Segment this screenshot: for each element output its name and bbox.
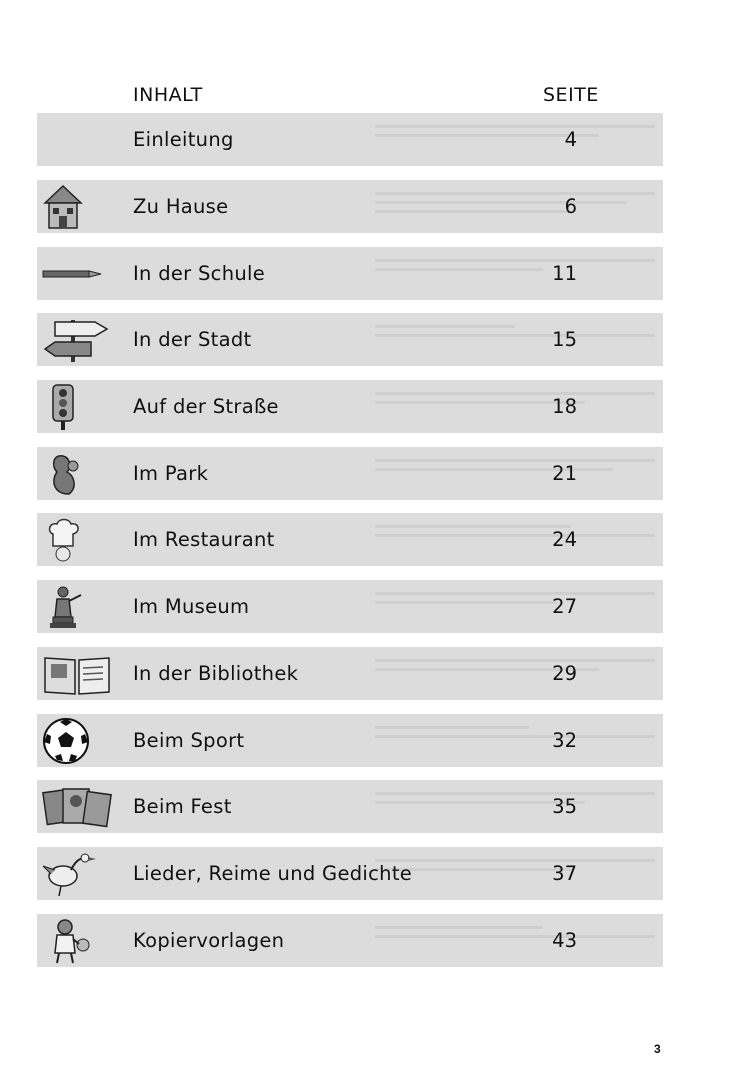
toc-label: Einleitung — [133, 128, 234, 151]
show-through-text — [375, 519, 655, 543]
show-through-text — [375, 920, 655, 944]
statue-icon — [41, 583, 85, 630]
toc-row-auf-der-strasse[interactable] — [37, 380, 663, 433]
book-icon — [41, 650, 113, 697]
traffic-light-icon — [41, 383, 85, 430]
show-through-text — [375, 119, 655, 143]
show-through-text — [375, 253, 655, 277]
toc-row-im-restaurant[interactable] — [37, 513, 663, 566]
show-through-text — [375, 319, 655, 343]
toc-row-einleitung[interactable] — [37, 113, 663, 166]
toc-page: 37 — [552, 862, 577, 885]
monkey-icon — [41, 917, 97, 964]
toc-page: 43 — [552, 929, 577, 952]
show-through-text — [375, 453, 655, 477]
toc-label: In der Bibliothek — [133, 662, 299, 685]
toc-row-beim-fest[interactable] — [37, 780, 663, 833]
toc-row-in-der-schule[interactable] — [37, 247, 663, 300]
toc-page: 6 — [564, 195, 577, 218]
toc-label: Beim Fest — [133, 795, 232, 818]
page-column-heading: SEITE — [543, 84, 599, 106]
toc-label: Beim Sport — [133, 729, 245, 752]
toc-page: 24 — [552, 528, 577, 551]
toc-page: 27 — [552, 595, 577, 618]
show-through-text — [375, 786, 655, 810]
toc-label: Im Park — [133, 462, 209, 485]
toc-page: 4 — [564, 128, 577, 151]
house-icon — [41, 183, 85, 230]
toc-row-in-der-bibliothek[interactable] — [37, 647, 663, 700]
toc-page: 29 — [552, 662, 577, 685]
show-through-text — [375, 386, 655, 410]
signpost-icon — [41, 316, 111, 363]
toc-page: 21 — [552, 462, 577, 485]
pencil-icon — [41, 250, 105, 297]
show-through-text — [375, 586, 655, 610]
toc-row-kopiervorlagen[interactable] — [37, 914, 663, 967]
squirrel-icon — [41, 450, 85, 497]
photos-icon — [41, 783, 113, 830]
toc-page: 11 — [552, 262, 577, 285]
chef-hat-icon — [41, 516, 85, 563]
show-through-text — [375, 186, 655, 219]
toc-label: Im Museum — [133, 595, 250, 618]
show-through-text — [375, 653, 655, 677]
toc-row-in-der-stadt[interactable] — [37, 313, 663, 366]
toc-page: 32 — [552, 729, 577, 752]
toc-row-lieder-reime-gedichte[interactable] — [37, 847, 663, 900]
toc-label: Auf der Straße — [133, 395, 279, 418]
toc-page: 15 — [552, 328, 577, 351]
show-through-text — [375, 853, 655, 877]
soccer-ball-icon — [41, 716, 91, 766]
toc-row-zu-hause[interactable] — [37, 180, 663, 233]
contents-heading: INHALT — [133, 84, 203, 106]
toc-page: 18 — [552, 395, 577, 418]
page-number: 3 — [654, 1042, 661, 1056]
toc-label: Lieder, Reime und Gedichte — [133, 862, 413, 885]
toc-label: Zu Hause — [133, 195, 229, 218]
toc-page: 35 — [552, 795, 577, 818]
stork-icon — [41, 850, 97, 897]
toc-row-im-museum[interactable] — [37, 580, 663, 633]
toc-row-im-park[interactable] — [37, 447, 663, 500]
toc-label: Kopiervorlagen — [133, 929, 285, 952]
show-through-text — [375, 720, 655, 744]
toc-label: In der Stadt — [133, 328, 252, 351]
toc-label: In der Schule — [133, 262, 266, 285]
toc-row-beim-sport[interactable] — [37, 714, 663, 767]
toc-label: Im Restaurant — [133, 528, 275, 551]
